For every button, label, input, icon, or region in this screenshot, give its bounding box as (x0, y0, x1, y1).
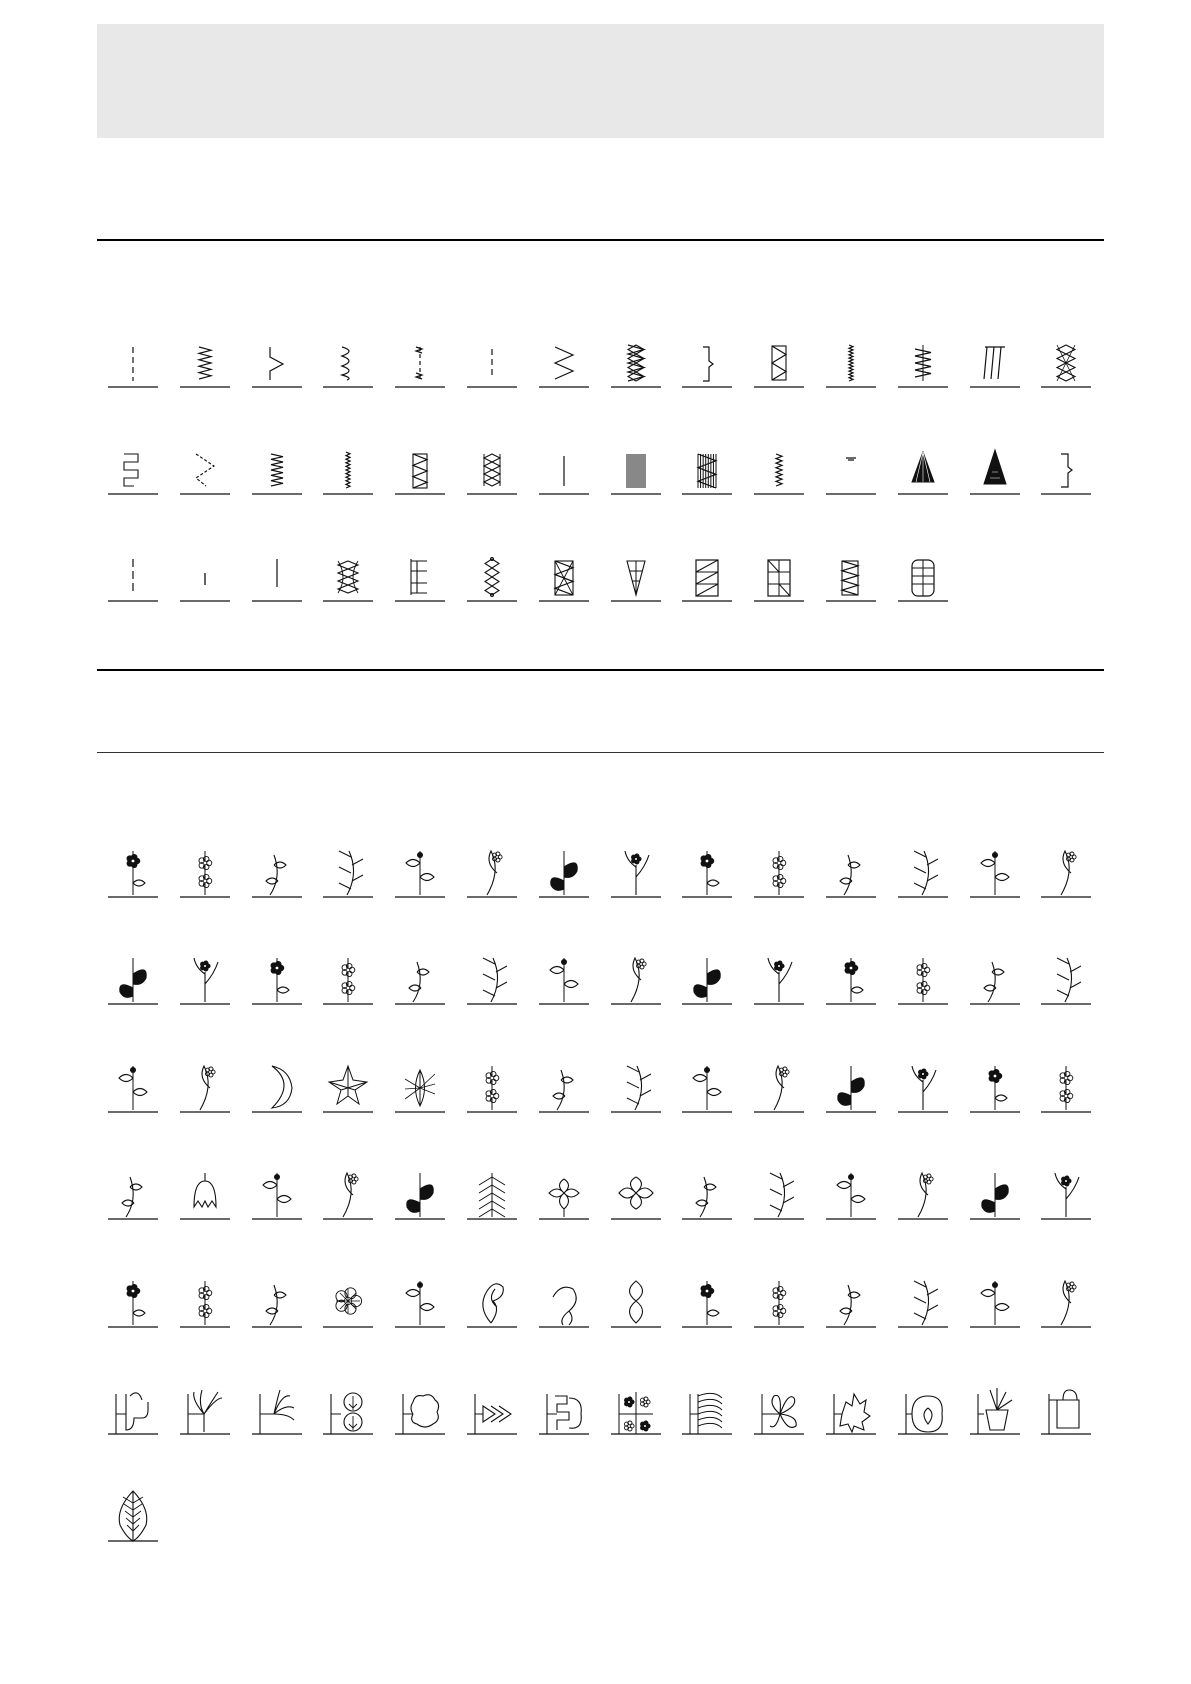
utility-stitch-zigzag-dense-2-icon (252, 434, 302, 498)
decorative-stitch-spike-branch-icon (180, 1267, 230, 1331)
decorative-stitch-figure-eight-icon (611, 1267, 661, 1331)
decorative-stitch-leaf-veined-icon (108, 1481, 158, 1545)
utility-stitch-zigzag-dense-icon (180, 327, 230, 391)
decorative-stitch-dandelion-icon (754, 1159, 804, 1223)
decorative-stitch-branch-v-icon (611, 1052, 661, 1116)
decorative-stitch-flower-stack-icon (180, 837, 230, 901)
decorative-stitch-lotus-open-icon (898, 1267, 948, 1331)
decorative-stitch-bud-leaf-icon (898, 1374, 948, 1438)
decorative-stitch-blossom-icon (395, 1267, 445, 1331)
decorative-stitch-bell-curl-icon (754, 1267, 804, 1331)
utility-stitch-chevron-zigzag-icon (180, 434, 230, 498)
decorative-stitch-heart-vine-icon (1041, 944, 1091, 1008)
decorative-stitch-fan-flower-icon (252, 1374, 302, 1438)
utility-stitch-straight-mid-icon (252, 541, 302, 605)
utility-stitch-bar-block-icon (611, 434, 661, 498)
utility-stitch-tree-fill-icon (970, 434, 1020, 498)
decorative-stitch-bellflower-icon (180, 1159, 230, 1223)
utility-stitch-honeycomb-icon (1041, 327, 1091, 391)
section-divider (97, 239, 1104, 241)
decorative-stitch-sprout-2-icon (682, 1052, 732, 1116)
decorative-stitch-leaf-spiral-icon (826, 944, 876, 1008)
utility-stitch-diamond-single-icon (467, 541, 517, 605)
decorative-stitch-lotus-half-icon (252, 1267, 302, 1331)
decorative-stitch-clover-vine-icon (970, 1052, 1020, 1116)
section-divider (97, 669, 1104, 671)
utility-stitch-satin-narrow-icon (826, 327, 876, 391)
decorative-stitch-lily-pair-icon (323, 837, 373, 901)
decorative-stitch-maple-leaf-icon (826, 1374, 876, 1438)
utility-stitch-cross-loop-icon (323, 541, 373, 605)
decorative-stitch-paisley-icon (467, 1267, 517, 1331)
decorative-stitch-leaf-arc-icon (180, 1052, 230, 1116)
decorative-stitch-berry-vine-icon (323, 1159, 373, 1223)
decorative-stitch-leaf-fan-icon (180, 944, 230, 1008)
decorative-stitch-quatrefoil-icon (539, 1159, 589, 1223)
decorative-stitch-lotus-line-icon (682, 1267, 732, 1331)
decorative-stitch-flower-solid-icon (467, 837, 517, 901)
header-band (97, 24, 1104, 138)
decorative-stitch-potted-cactus-icon (1041, 1374, 1091, 1438)
decorative-stitch-pinwheel-flower-icon (323, 1267, 373, 1331)
decorative-stitch-fern-arc-icon (826, 1052, 876, 1116)
utility-stitch-slant-stitch-icon (970, 327, 1020, 391)
decorative-stitch-bonsai-icon (539, 1374, 589, 1438)
decorative-stitch-leaf-zigzag-icon (395, 944, 445, 1008)
decorative-stitch-sprig-diagonal-icon (108, 1159, 158, 1223)
decorative-stitch-leaf-half-icon (539, 944, 589, 1008)
decorative-stitch-tulip-stem-icon (252, 1159, 302, 1223)
decorative-stitch-leaf-curl-icon (826, 837, 876, 901)
decorative-stitch-cross-berry-icon (611, 1374, 661, 1438)
utility-stitch-grid-triangle-icon (682, 541, 732, 605)
decorative-stitch-s-leaf-icon (754, 944, 804, 1008)
utility-stitch-zigzag-box-icon (826, 541, 876, 605)
decorative-stitch-round-trees-icon (323, 1374, 373, 1438)
utility-stitch-basting-short-icon (180, 541, 230, 605)
decorative-stitch-daisy-vine-icon (970, 944, 1020, 1008)
decorative-stitch-swan-curl-icon (539, 1267, 589, 1331)
decorative-stitch-flower-cluster-icon (970, 1159, 1020, 1223)
decorative-stitch-wheat-curl-icon (682, 1159, 732, 1223)
decorative-stitch-swirl-flower-icon (539, 837, 589, 901)
decorative-stitch-pine-branch-icon (467, 1159, 517, 1223)
utility-stitch-straight-dashed-icon (108, 327, 158, 391)
decorative-stitch-leaf-feather-icon (323, 944, 373, 1008)
utility-stitch-arrow-triangle-icon (611, 541, 661, 605)
decorative-stitch-potted-plant-icon (970, 1374, 1020, 1438)
decorative-stitch-fern-wide-icon (682, 1374, 732, 1438)
utility-stitch-diamond-double-icon (467, 434, 517, 498)
decorative-stitch-cactus-icon (108, 1374, 158, 1438)
decorative-stitch-quatrefoil-2-icon (611, 1159, 661, 1223)
decorative-stitch-lavender-icon (108, 1052, 158, 1116)
utility-stitch-zigzag-rounded-icon (323, 327, 373, 391)
decorative-stitch-fern-heart-icon (898, 837, 948, 901)
decorative-stitch-star-flower-icon (323, 1052, 373, 1116)
decorative-stitch-palm-tree-icon (180, 1374, 230, 1438)
utility-stitch-blind-hem-2-icon (1041, 434, 1091, 498)
utility-stitch-diamond-chain-icon (611, 327, 661, 391)
decorative-stitch-sun-leaf-icon (395, 1052, 445, 1116)
decorative-stitch-flower-vine-icon (395, 1159, 445, 1223)
decorative-stitch-dot-branch-icon (108, 1267, 158, 1331)
section-divider (97, 752, 1104, 753)
decorative-stitch-pine-stack-icon (467, 1374, 517, 1438)
decorative-stitch-leaf-branch-icon (898, 1159, 948, 1223)
decorative-stitch-star-vine-icon (1041, 837, 1091, 901)
decorative-stitch-vine-twist-icon (682, 837, 732, 901)
decorative-stitch-vine-cluster-icon (395, 837, 445, 901)
decorative-stitch-tulip-step-icon (826, 1267, 876, 1331)
utility-stitch-grid-round-icon (898, 541, 948, 605)
decorative-stitch-snail-shell-icon (467, 1052, 517, 1116)
utility-stitch-satin-narrow-2-icon (323, 434, 373, 498)
utility-stitch-grid-box-icon (754, 541, 804, 605)
utility-stitch-zigzag-angled-icon (252, 327, 302, 391)
decorative-stitch-shamrock-icon (754, 1374, 804, 1438)
utility-stitch-zigzag-wide-icon (539, 327, 589, 391)
decorative-stitch-rose-stem-icon (1041, 1052, 1091, 1116)
decorative-stitch-tulip-pair-icon (108, 837, 158, 901)
decorative-stitch-flower-open-icon (467, 944, 517, 1008)
utility-stitch-overlock-box-icon (754, 327, 804, 391)
decorative-stitch-fern-curve-icon (754, 837, 804, 901)
utility-stitch-triangle-fill-icon (898, 434, 948, 498)
utility-stitch-stretch-straight-icon (395, 327, 445, 391)
decorative-stitch-cloud-tree-icon (395, 1374, 445, 1438)
utility-stitch-eyelet-small-icon (826, 434, 876, 498)
decorative-stitch-grass-curl-icon (1041, 1267, 1091, 1331)
decorative-stitch-tulip-bud-icon (252, 837, 302, 901)
decorative-stitch-petal-cross-icon (611, 944, 661, 1008)
utility-stitch-bar-tack-icon (754, 434, 804, 498)
decorative-stitch-oak-leaf-icon (682, 944, 732, 1008)
utility-stitch-bar-block-2-icon (682, 434, 732, 498)
utility-stitch-straight-short-icon (539, 434, 589, 498)
decorative-stitch-iris-icon (826, 1159, 876, 1223)
decorative-stitch-grass-sprig-icon (970, 1267, 1020, 1331)
decorative-stitch-starburst-vine-icon (1041, 1159, 1091, 1223)
utility-stitch-blind-hem-icon (682, 327, 732, 391)
utility-stitch-straight-long-icon (108, 541, 158, 605)
utility-stitch-serpentine-icon (108, 434, 158, 498)
utility-stitch-ladder-overlock-icon (395, 541, 445, 605)
utility-stitch-triple-zigzag-icon (898, 327, 948, 391)
utility-stitch-straight-center-icon (467, 327, 517, 391)
decorative-stitch-crescent-moon-icon (252, 1052, 302, 1116)
decorative-stitch-maple-pair-icon (611, 837, 661, 901)
decorative-stitch-rosebud-chain-icon (898, 1052, 948, 1116)
decorative-stitch-fern-left-icon (108, 944, 158, 1008)
decorative-stitch-fern-frond-icon (539, 1052, 589, 1116)
decorative-stitch-herb-stem-icon (754, 1052, 804, 1116)
decorative-stitch-leaf-solid-icon (252, 944, 302, 1008)
decorative-stitch-rose-vine-icon (898, 944, 948, 1008)
decorative-stitch-sprout-icon (970, 837, 1020, 901)
utility-stitch-cross-box-icon (539, 541, 589, 605)
utility-stitch-overlock-triangle-icon (395, 434, 445, 498)
